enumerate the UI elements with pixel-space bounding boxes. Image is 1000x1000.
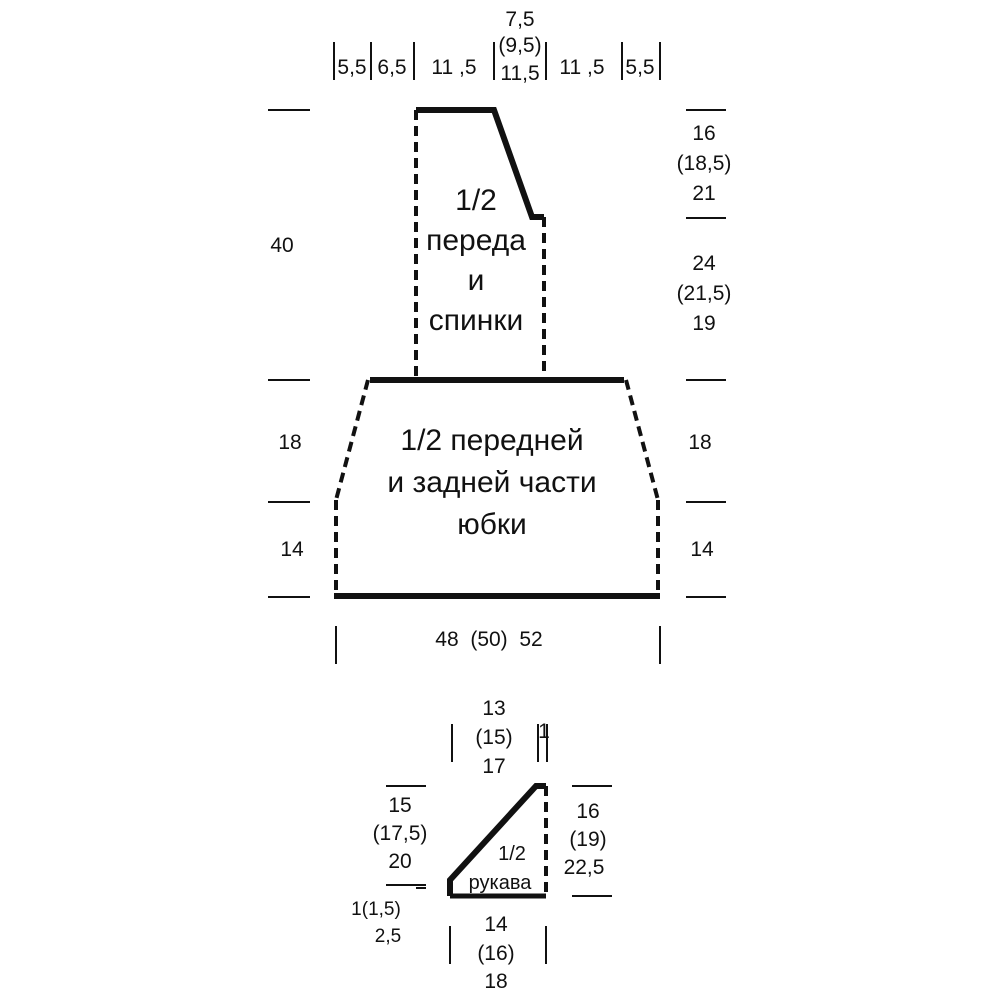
sleeve-top-dim-a: 13 <box>482 697 506 720</box>
top-dim-6: 5,5 <box>625 56 655 79</box>
bodice-label-line2: переда <box>426 224 526 257</box>
top-dim-4b: (9,5) <box>498 34 542 57</box>
skirt-left-flare-dashed <box>336 380 368 500</box>
sleeve-left-dim-a: 15 <box>388 794 412 817</box>
sleeve-top-dim-b: (15) <box>475 726 513 749</box>
top-dim-4a: 7,5 <box>505 8 535 31</box>
skirt-label-line2: и задней части <box>387 466 597 499</box>
top-dim-2: 6,5 <box>377 56 407 79</box>
side-dim-b: (21,5) <box>676 282 732 305</box>
skirt-right-upper-dim: 18 <box>688 431 712 454</box>
sleeve-right-dim-a: 16 <box>576 800 600 823</box>
top-dim-1: 5,5 <box>337 56 367 79</box>
sleeve-top-dim-c: 17 <box>482 755 506 778</box>
sleeve-bottom-dim-c: 18 <box>484 970 508 993</box>
bodice-label-line1: 1/2 <box>455 184 497 217</box>
sleeve-bottom-dim-a: 14 <box>484 913 508 936</box>
top-dim-5: 11 ,5 <box>559 56 605 79</box>
skirt-left-upper-dim: 18 <box>278 431 302 454</box>
armhole-dim-b: (18,5) <box>676 152 732 175</box>
side-dim-c: 19 <box>692 312 716 335</box>
sleeve-left-dim-b: (17,5) <box>372 822 428 845</box>
bodice-label-line4: спинки <box>428 304 524 337</box>
bodice-height-label: 40 <box>270 234 294 257</box>
skirt-width-dim: 48 (50) 52 <box>435 628 543 651</box>
sleeve-left-dim-c: 20 <box>388 850 412 873</box>
sleeve-left-small-dim-b: 2,5 <box>374 926 402 947</box>
skirt-left-lower-dim: 14 <box>280 538 304 561</box>
skirt-right-lower-dim: 14 <box>690 538 714 561</box>
skirt-label-line3: юбки <box>457 508 527 541</box>
skirt-label-line1: 1/2 передней <box>400 424 584 457</box>
armhole-dim-a: 16 <box>692 122 716 145</box>
bodice-label-line3: и <box>467 264 485 297</box>
sleeve-bottom-dim-b: (16) <box>477 942 515 965</box>
armhole-dim-c: 21 <box>692 182 716 205</box>
sleeve-label-line2: рукава <box>468 872 532 894</box>
sleeve-top-right-dim: 1 <box>538 720 550 743</box>
sleeve-right-dim-b: (19) <box>569 828 607 851</box>
skirt-right-flare-dashed <box>626 380 658 500</box>
top-dim-4c: 11,5 <box>500 62 540 85</box>
top-dim-3: 11 ,5 <box>431 56 477 79</box>
sleeve-right-dim-c: 22,5 <box>563 856 605 879</box>
sleeve-left-small-dim-a: 1(1,5) <box>351 899 401 920</box>
sleeve-label-line1: 1/2 <box>498 843 526 865</box>
side-dim-a: 24 <box>692 252 716 275</box>
